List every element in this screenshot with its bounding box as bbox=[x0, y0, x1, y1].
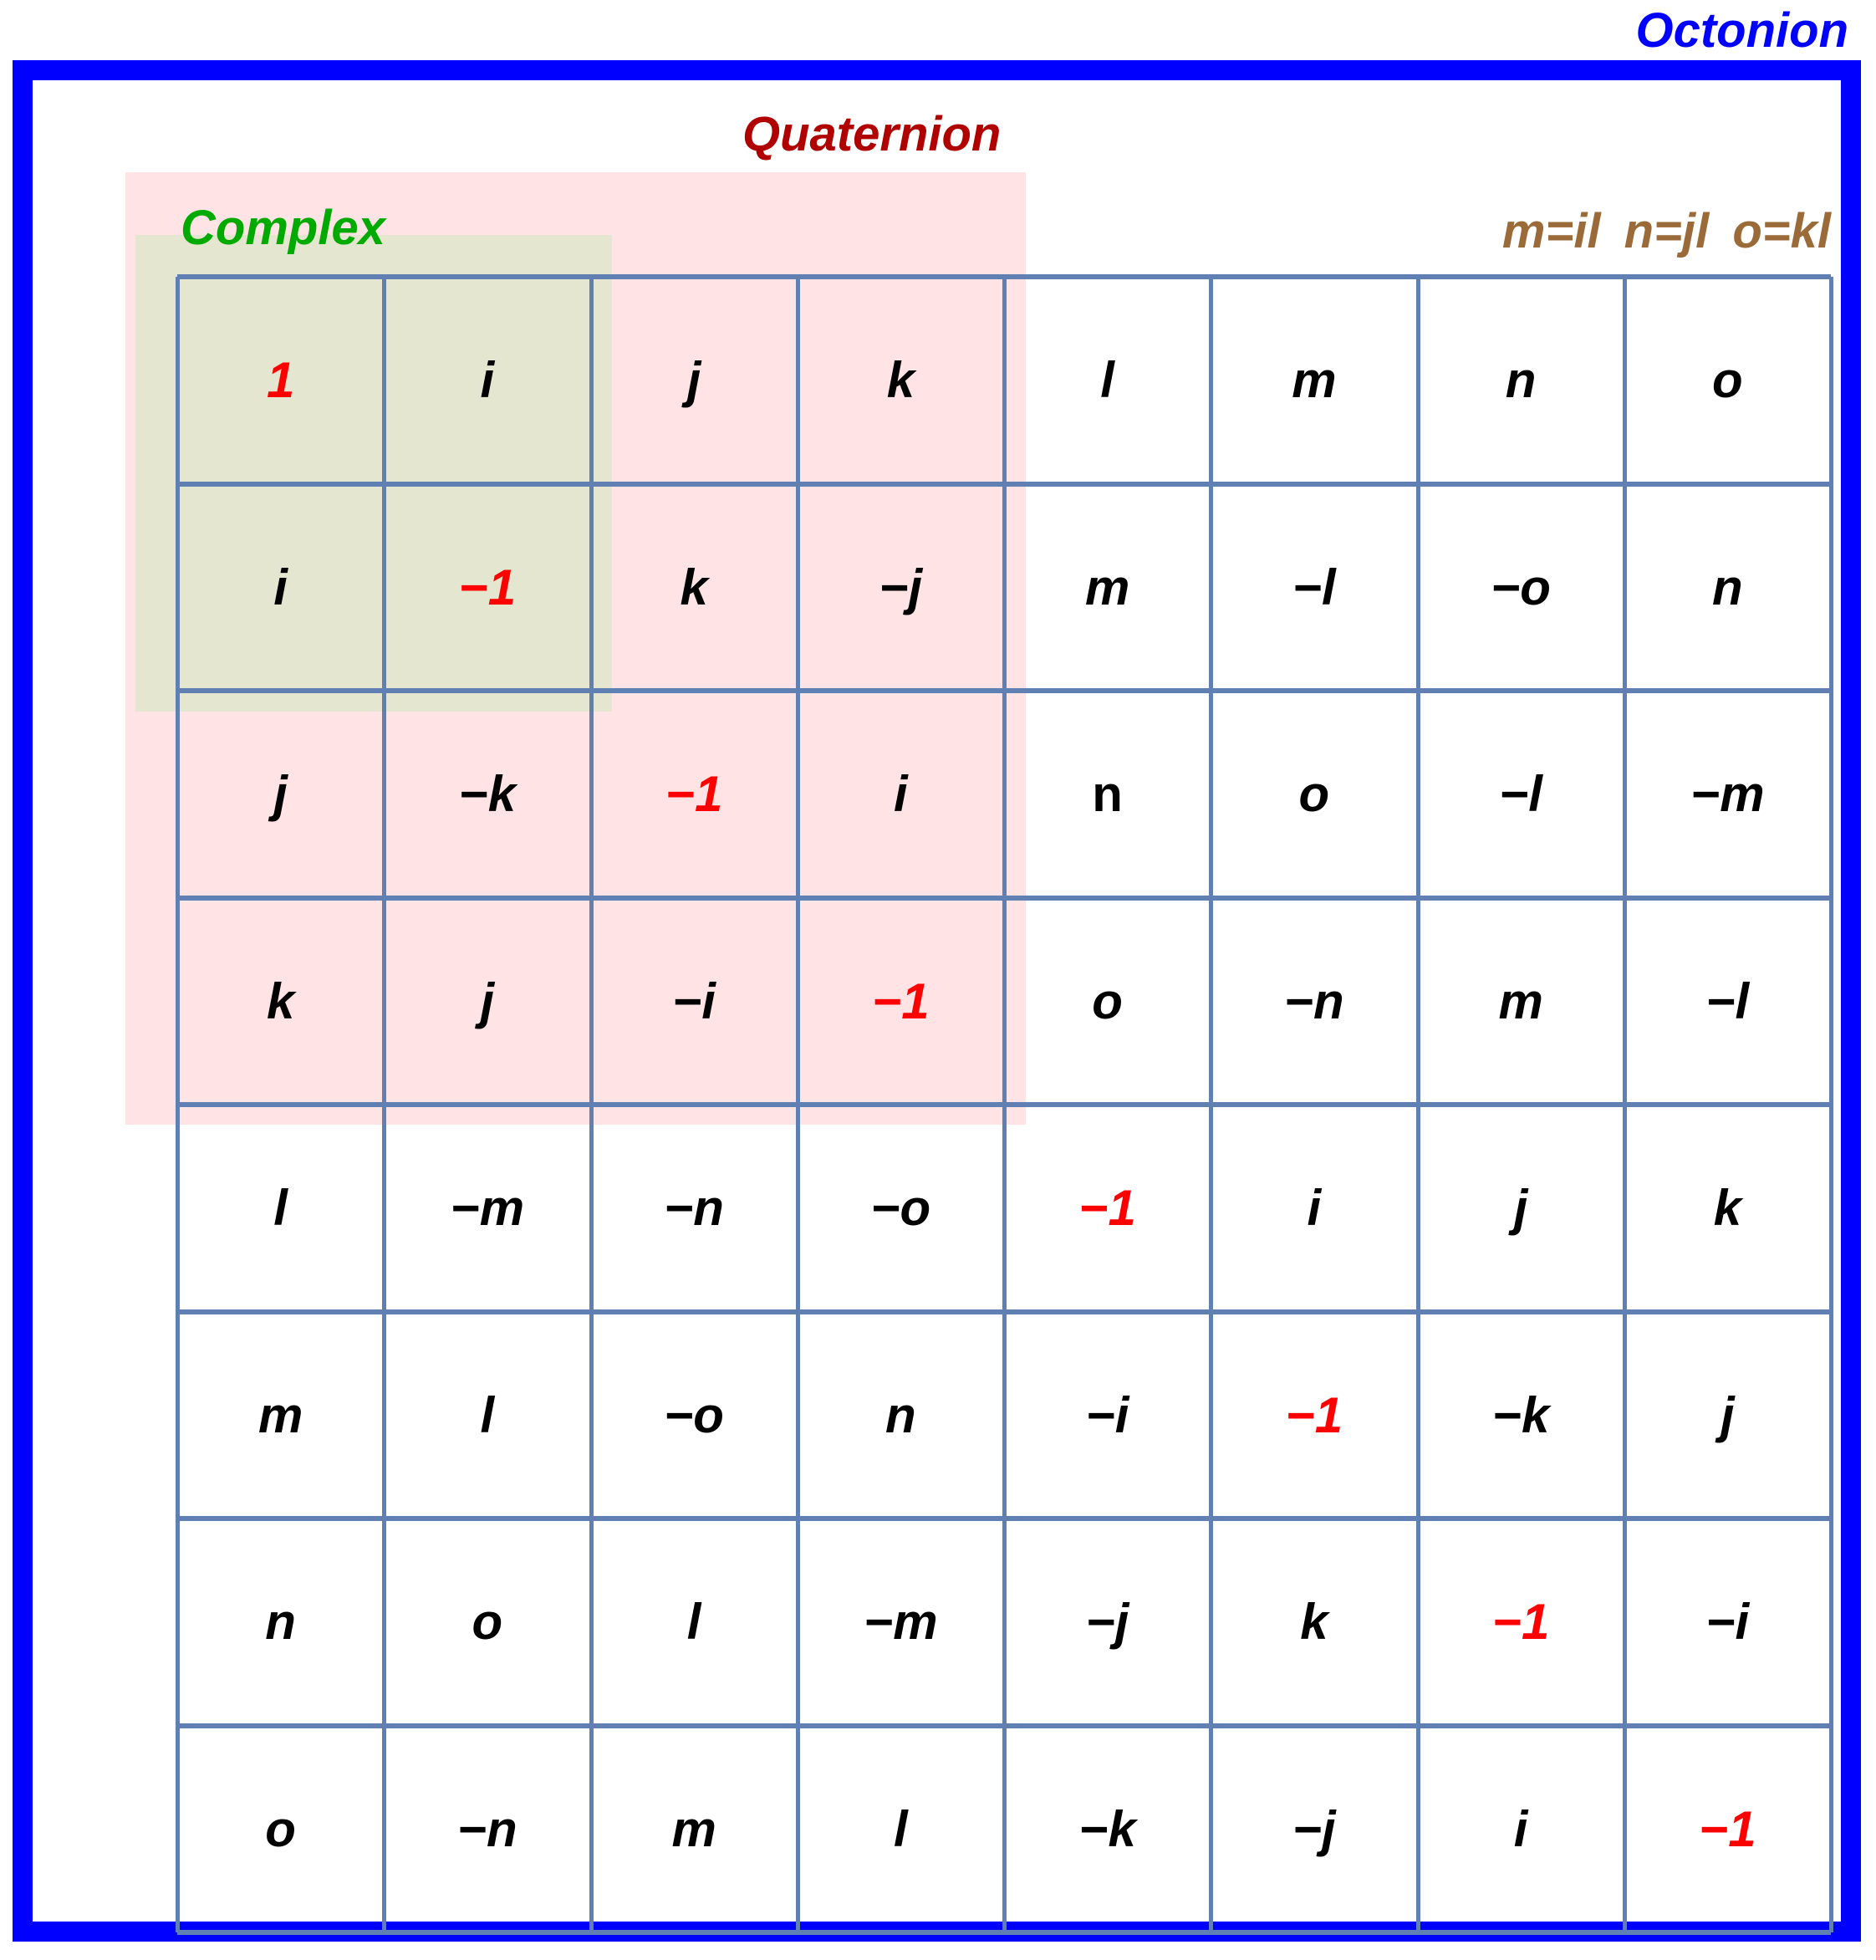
table-cell: k bbox=[886, 352, 915, 409]
table-cell: i bbox=[1307, 1180, 1322, 1237]
table-cell: −l bbox=[1499, 766, 1542, 823]
table-cell: j bbox=[273, 766, 288, 823]
table-cell: i bbox=[273, 559, 288, 615]
table-cell: −1 bbox=[1285, 1386, 1343, 1443]
table-cell: −k bbox=[1078, 1800, 1136, 1857]
table-cell: −o bbox=[1491, 559, 1551, 615]
table-cell: j bbox=[480, 972, 495, 1029]
table-cell: l bbox=[1100, 352, 1114, 409]
complex-label: Complex bbox=[181, 201, 385, 255]
table-cell: −k bbox=[1491, 1386, 1550, 1443]
table-cell: i bbox=[1513, 1800, 1528, 1857]
table-cell: o bbox=[1712, 352, 1743, 409]
table-cell: −m bbox=[1690, 766, 1765, 823]
table-cell: l bbox=[480, 1386, 495, 1443]
table-cell: n bbox=[265, 1594, 296, 1651]
table-cell: n bbox=[885, 1386, 916, 1443]
table-cell: −i bbox=[672, 972, 716, 1029]
table-cell: o bbox=[1298, 766, 1330, 823]
table-cell: −l bbox=[1705, 972, 1750, 1029]
table-cell: −i bbox=[1705, 1594, 1750, 1651]
table-cell: −k bbox=[458, 766, 517, 823]
table-cell: i bbox=[894, 766, 908, 823]
table-cell: k bbox=[1713, 1180, 1742, 1237]
quaternion-label: Quaternion bbox=[742, 107, 1002, 161]
table-cell: l bbox=[686, 1594, 701, 1651]
octonion-label: Octonion bbox=[1635, 3, 1848, 58]
table-cell: −n bbox=[664, 1180, 724, 1237]
table-cell: l bbox=[894, 1800, 908, 1857]
table-cell: j bbox=[1721, 1386, 1735, 1443]
table-cell: k bbox=[266, 972, 295, 1029]
table-cell: j bbox=[1513, 1180, 1528, 1237]
table-cell: n bbox=[1092, 766, 1123, 823]
table-cell: −o bbox=[870, 1180, 931, 1237]
table-cell: −1 bbox=[458, 559, 517, 615]
table-cell: 1 bbox=[266, 352, 295, 409]
table-cell: −j bbox=[879, 559, 923, 615]
table-cell: −j bbox=[1292, 1800, 1336, 1857]
table-cell: −1 bbox=[665, 766, 723, 823]
table-cell: −i bbox=[1085, 1386, 1129, 1443]
table-cell: −l bbox=[1292, 559, 1336, 615]
table-cell: o bbox=[472, 1594, 503, 1651]
table-cell: −1 bbox=[1078, 1180, 1136, 1237]
table-cell: −1 bbox=[872, 972, 930, 1029]
table-cell: m bbox=[1498, 972, 1543, 1029]
table-cell: k bbox=[1300, 1594, 1328, 1651]
table-cell: −m bbox=[450, 1180, 525, 1237]
table-cell: −o bbox=[664, 1386, 724, 1443]
table-cell: o bbox=[1092, 972, 1123, 1029]
table-cell: n bbox=[1712, 559, 1743, 615]
table-cell: −1 bbox=[1491, 1594, 1550, 1651]
table-cell: −n bbox=[457, 1800, 517, 1857]
table-cell: m bbox=[671, 1800, 716, 1857]
table-cell: k bbox=[680, 559, 708, 615]
table-cell: m bbox=[1084, 559, 1130, 615]
definitions-label: m=il n=jl o=kl bbox=[1501, 204, 1831, 258]
table-cell: m bbox=[257, 1386, 303, 1443]
table-cell: −m bbox=[864, 1594, 938, 1651]
table-cell: −1 bbox=[1699, 1800, 1756, 1857]
table-cell: −n bbox=[1284, 972, 1344, 1029]
table-cell: −j bbox=[1085, 1594, 1129, 1651]
table-cell: m bbox=[1292, 352, 1337, 409]
table-cell: i bbox=[480, 352, 495, 409]
table-cell: o bbox=[265, 1800, 296, 1857]
multiplication-table bbox=[177, 277, 1831, 1932]
table-cell: j bbox=[686, 352, 701, 409]
table-cell: l bbox=[273, 1180, 288, 1237]
table-cell: n bbox=[1505, 352, 1537, 409]
